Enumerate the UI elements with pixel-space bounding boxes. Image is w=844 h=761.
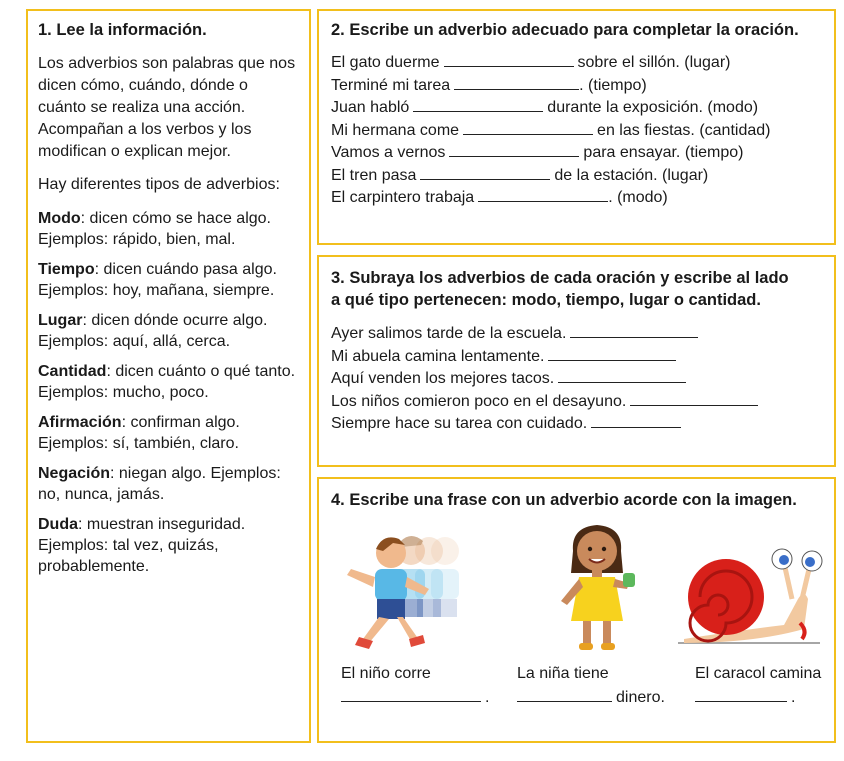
caption-snail: El caracol camina <box>695 665 822 682</box>
list-item: Juan habló durante la exposición. (modo) <box>331 99 759 116</box>
list-item: Aquí venden los mejores tacos. <box>331 368 822 391</box>
type-modo: Modo: dicen cómo se hace algo. Ejemplos: rápido, bien, mal. <box>38 210 271 248</box>
exercise-2-panel <box>317 9 836 245</box>
type-lugar: Lugar: dicen dónde ocurre algo. Ejemplos: aquí, allá, cerca. <box>38 312 268 350</box>
caption-boy-blank: . <box>341 687 489 709</box>
answer-blank[interactable] <box>413 97 543 112</box>
caption-girl-blank: dinero. <box>517 687 665 709</box>
answer-blank[interactable] <box>591 413 681 428</box>
list-item: El tren pasa de la estación. (lugar) <box>331 166 709 184</box>
exercise-2-list <box>331 52 822 210</box>
list-item: Mi hermana come en las fiestas. (cantidad) <box>331 121 771 139</box>
snail-image <box>674 539 824 649</box>
caption-boy: El niño corre <box>341 665 431 682</box>
type-cantidad: Cantidad: dicen cuánto o qué tanto. Ejemplos: mucho, poco. <box>38 363 296 401</box>
exercise-3-list <box>331 323 822 436</box>
answer-blank[interactable] <box>695 687 787 702</box>
section-2-title: 2. Escribe un adverbio adecuado para completar la oración. <box>331 21 799 39</box>
types-intro: Hay diferentes tipos de adverbios: <box>38 176 280 193</box>
type-negacion: Negación: niegan algo. Ejemplos: no, nunca, jamás. <box>38 465 281 503</box>
type-duda: Duda: muestran inseguridad. Ejemplos: tal vez, quizás, probablemente. <box>38 516 246 575</box>
info-panel <box>26 9 311 743</box>
answer-blank[interactable] <box>444 52 574 67</box>
exercise-4-panel <box>317 477 836 743</box>
answer-blank[interactable] <box>517 687 612 702</box>
caption-snail-blank: . <box>695 687 795 709</box>
answer-blank[interactable] <box>341 687 481 702</box>
running-boy-image <box>333 529 483 659</box>
exercise-3-panel <box>317 255 836 467</box>
list-item: El carpintero trabaja . (modo) <box>331 189 668 206</box>
list-item: Ayer salimos tarde de la escuela. <box>331 323 822 346</box>
answer-blank[interactable] <box>449 142 579 157</box>
type-tiempo: Tiempo: dicen cuándo pasa algo. Ejemplos: hoy, mañana, siempre. <box>38 261 277 299</box>
type-afirmacion: Afirmación: confirman algo. Ejemplos: sí, también, claro. <box>38 414 240 452</box>
list-item: Siempre hace su tarea con cuidado. <box>331 413 822 436</box>
answer-blank[interactable] <box>630 391 758 406</box>
list-item: Vamos a vernos para ensayar. (tiempo) <box>331 144 744 161</box>
list-item: Los niños comieron poco en el desayuno. <box>331 391 822 414</box>
section-1-title: 1. Lee la información. <box>38 21 207 39</box>
section-4-title: 4. Escribe una frase con un adverbio acorde con la imagen. <box>331 491 797 509</box>
girl-image <box>549 521 649 656</box>
answer-blank[interactable] <box>454 75 579 90</box>
answer-blank[interactable] <box>420 165 550 180</box>
list-item: El gato duerme sobre el sillón. (lugar) <box>331 54 731 71</box>
answer-blank[interactable] <box>463 120 593 135</box>
answer-blank[interactable] <box>478 187 608 202</box>
intro-text: Los adverbios son palabras que nos dicen cómo, cuándo, dónde o cuánto se realiza una acción. Acompañan a los verbos y los modifican o explican mejor. <box>38 55 296 160</box>
answer-blank[interactable] <box>558 368 686 383</box>
section-3-title: 3. Subraya los adverbios de cada oración y escribe al lado a qué tipo pertenecen: modo, tiempo, lugar o cantidad. <box>331 269 789 309</box>
list-item: Mi abuela camina lentamente. <box>331 346 822 369</box>
answer-blank[interactable] <box>570 323 698 338</box>
answer-blank[interactable] <box>548 346 676 361</box>
list-item: Terminé mi tarea . (tiempo) <box>331 76 647 94</box>
caption-girl: La niña tiene <box>517 665 609 682</box>
